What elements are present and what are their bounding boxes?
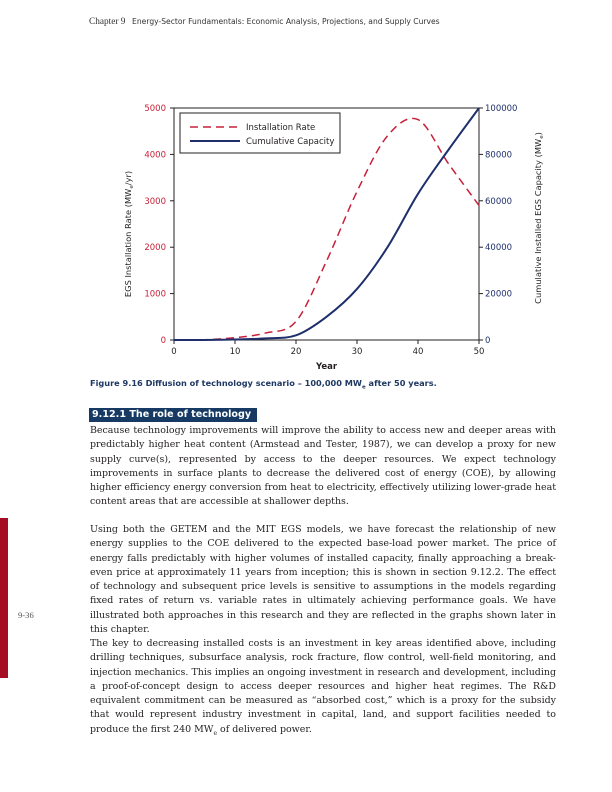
legend-label: Cumulative Capacity [246,137,335,147]
left-tick-label: 2000 [144,243,166,254]
left-tick-label: 3000 [144,196,166,207]
right-tick-label: 100000 [485,104,518,114]
x-tick-label: 10 [229,347,241,357]
right-tick-label: 20000 [485,289,513,300]
chapter-tab-bar [0,518,8,678]
right-axis-label: Cumulative Installed EGS Capacity $(MW_e)$ [533,132,545,304]
left-tick-label: 0 [160,336,166,346]
right-tick-label: 60000 [485,196,513,207]
legend-label: Installation Rate [246,123,316,133]
legend-box [180,113,340,153]
x-tick-label: 20 [290,347,302,357]
right-tick-label: 80000 [485,150,513,161]
x-axis-label: Year [315,362,338,372]
left-tick-label: 4000 [144,150,166,161]
left-tick-label: 1000 [144,289,166,300]
right-tick-label: 0 [485,336,491,346]
paragraph-1: Because technology improvements will improve the ability to access new and deeper areas with predictably higher heat content (Armstead and Tester, 1987), we can develop a proxy for new supply curve(s), represented by access to the deeper resources. We expect technology improvements in surface plants to decrease the delivered cost of energy (COE), by allowing higher efficiency energy conversion from heat to electricity, effectively utilizing lower-grade heat content areas that are accessible at shallower depths. [90,425,556,508]
x-tick-label: 30 [351,347,363,357]
paragraph-3: The key to decreasing installed costs is an investment in key areas identified above, including drilling techniques, subsurface analysis, rock fracture, flow control, well-field monitoring, and injection mechanics. This implies an ongoing investment in research and development, including a proof-of-concept design to access deeper resources and higher heat regimes. The R&D equivalent commitment can be measured as “absorbed cost,” which is a proxy for the subsidy that would represent industry investment in capital, land, and support facilities needed to produce the first 240 $MW_e$ of delivered power. [90,638,556,737]
x-tick-label: 0 [171,347,177,357]
paragraph-2: Using both the GETEM and the MIT EGS models, we have forecast the relationship of new energy supplies to the COE delivered to the expected base-load power market. The price of energy falls predictably with higher volumes of installed capacity, finally approaching a break-even price at approximately 11 years from inception; this is shown in section 9.12.2. The effect of technology and subsequent price levels is sensitive to assumptions in the models regarding fixed rates of return vs. variable rates in ultimately achieving performance goals. We have illustrated both approaches in this research and they are reflected in the graphs shown later in this chapter. [90,524,556,636]
chapter-title: Energy-Sector Fundamentals: Economic Analysis, Projections, and Supply Curves [132,17,440,26]
right-tick-label: 40000 [485,243,513,254]
page-number: 9-36 [18,610,34,620]
figure-chart [0,0,612,380]
chapter-label: Chapter 9 [89,17,126,27]
left-tick-label: 5000 [144,104,166,114]
x-tick-label: 40 [412,347,424,357]
left-axis-label: EGS Installation Rate $(MW_e/yr)$ [123,170,135,298]
section-heading: 9.12.1 The role of technology [89,408,257,422]
x-tick-label: 50 [473,347,485,357]
figure-caption: Figure 9.16 Diffusion of technology scenario – 100,000 $MW_e$ after 50 years. [90,378,437,391]
chart-svg [0,0,612,380]
